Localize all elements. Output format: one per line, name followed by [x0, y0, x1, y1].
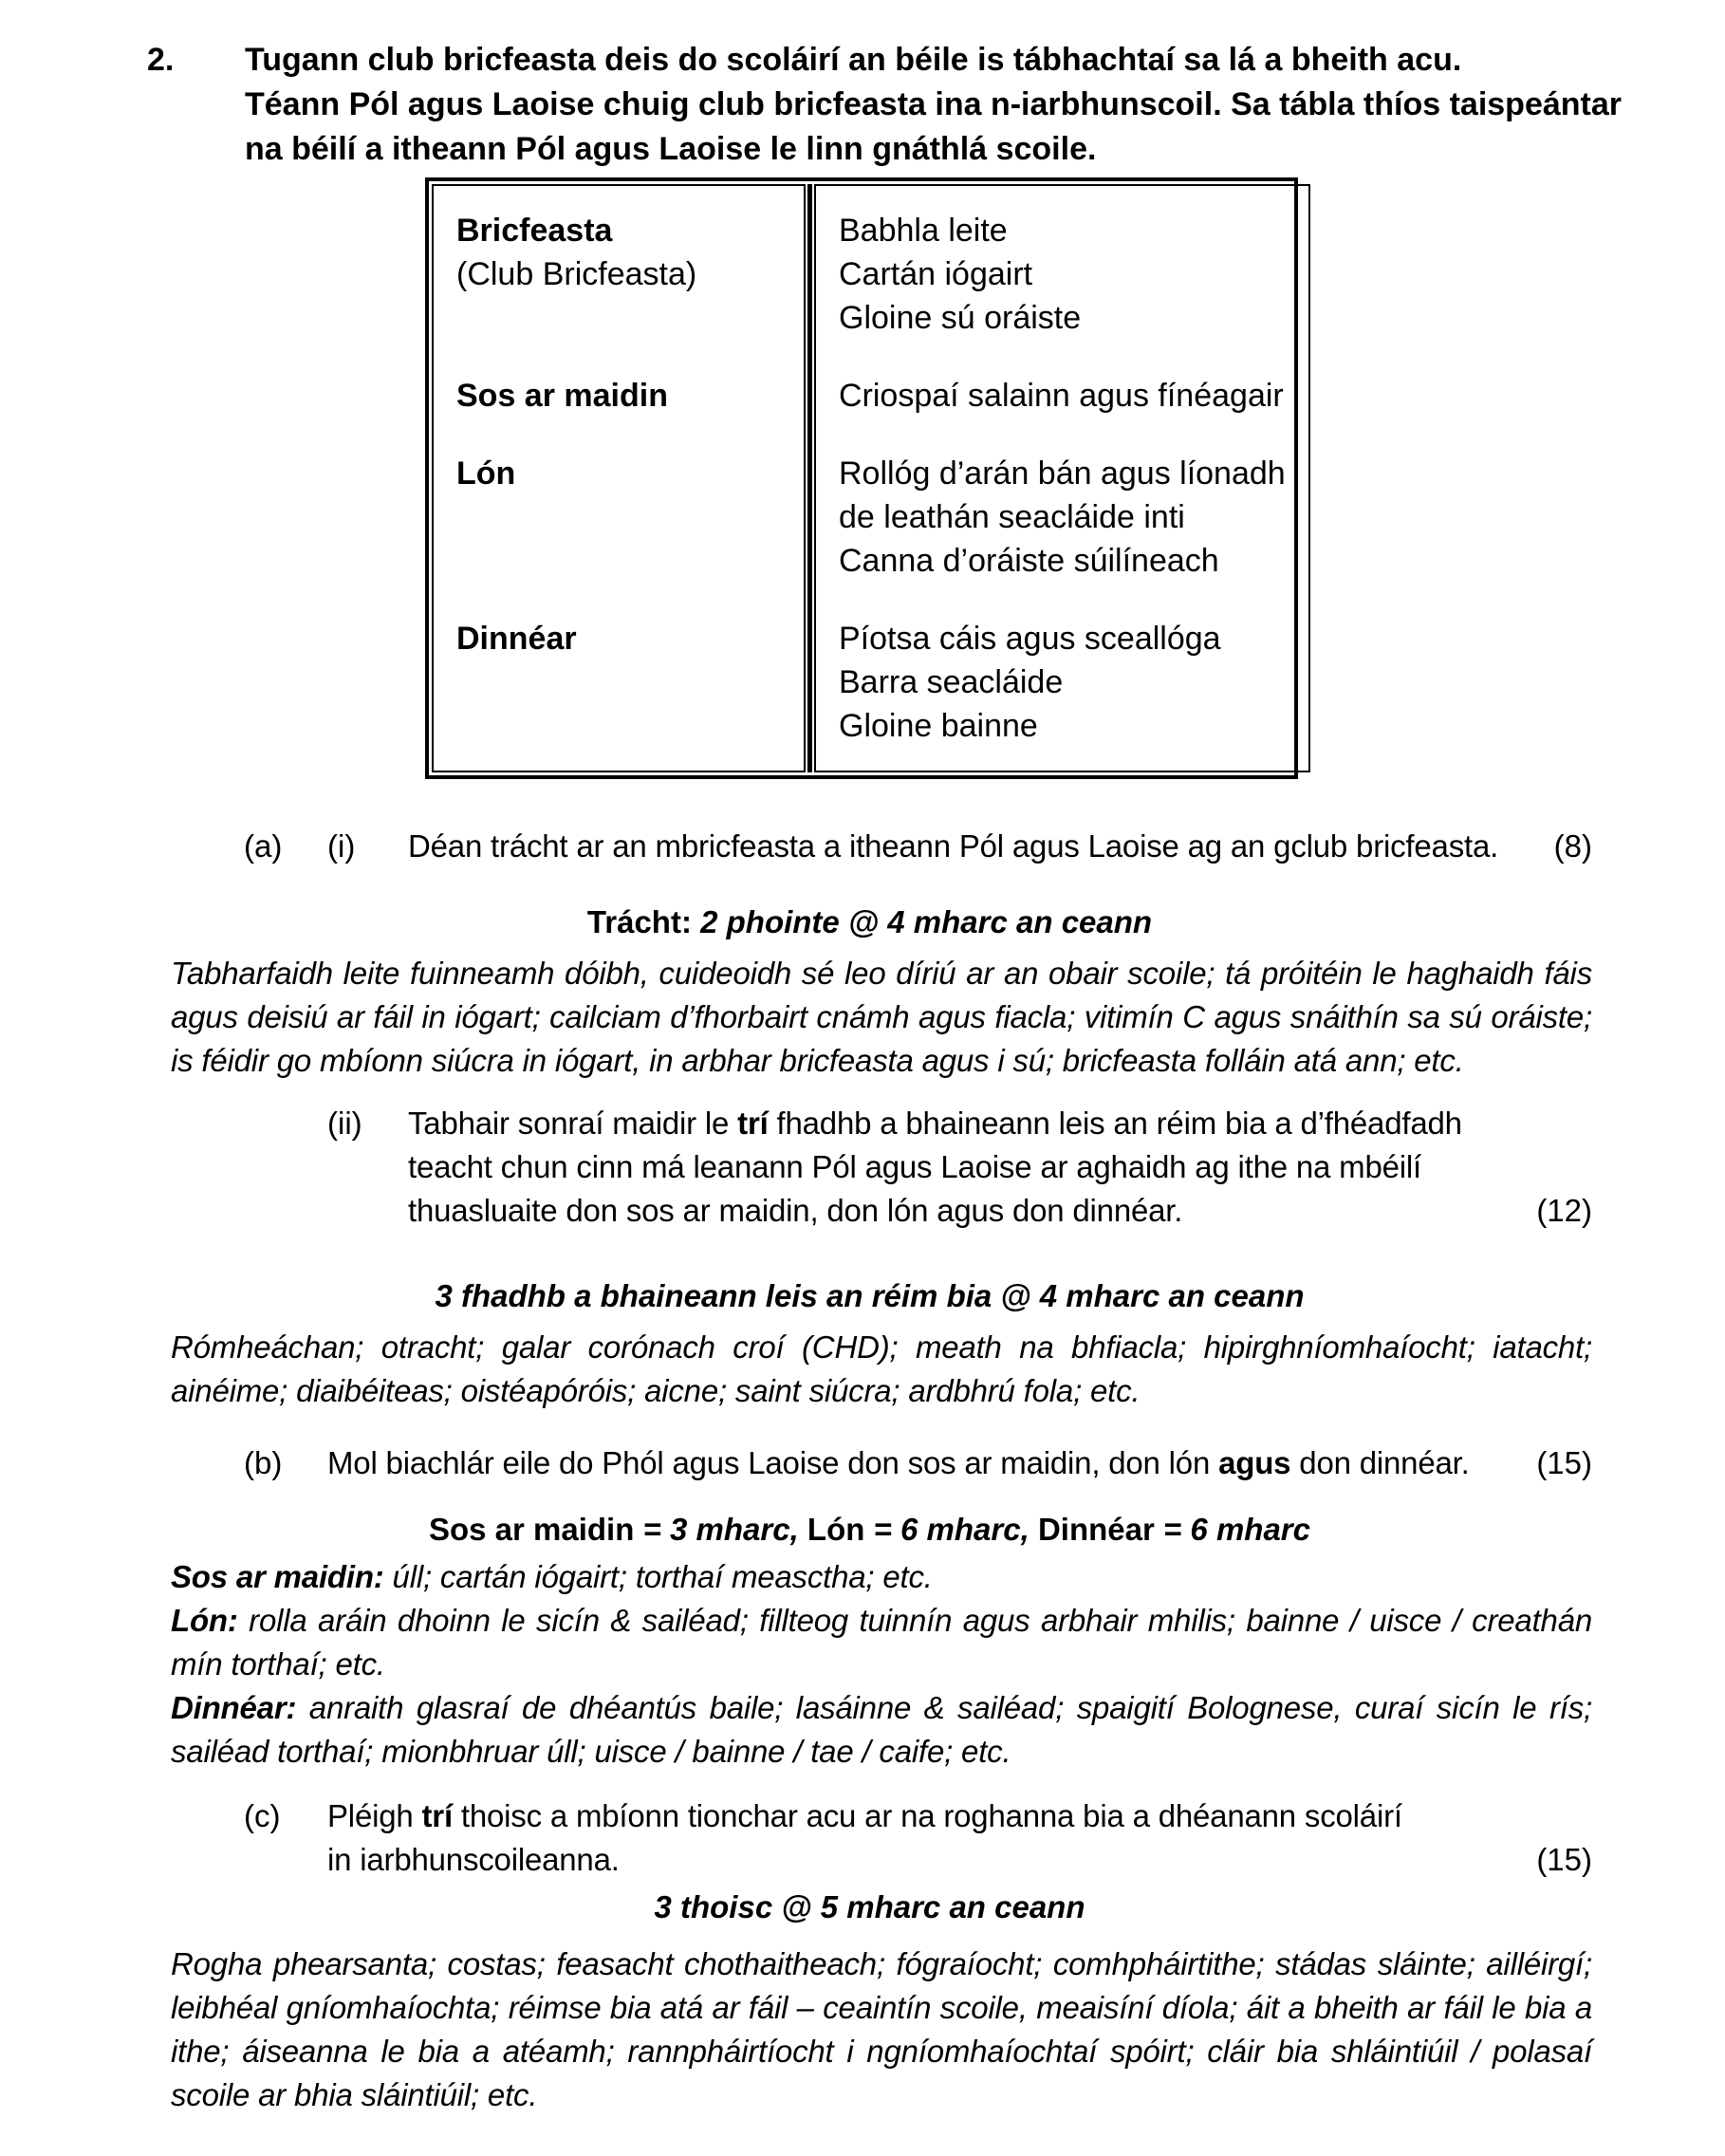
marking-heading-fadhb: 3 fhadhb a bhaineann leis an réim bia @ 4 mharc an ceann	[435, 1278, 1305, 1313]
answer-label: Dinnéar:	[171, 1690, 297, 1725]
intro-line: Tugann club bricfeasta deis do scoláirí an béile is tábhachtaí sa lá a bheith acu.	[245, 42, 1462, 78]
meal-time-label: Sos ar maidin	[456, 378, 668, 414]
meal-time-label: Dinnéar	[456, 621, 577, 657]
answer-c	[171, 1942, 1592, 2117]
question-text-segment: thoisc a mbíonn tionchar acu ar na roghanna bia a dhéanann scoláirí	[452, 1798, 1402, 1833]
answer-b	[171, 1555, 1592, 1774]
part-label-a: (a)	[244, 828, 283, 864]
answer-b-dinner	[171, 1686, 1592, 1774]
answer-label: Sos ar maidin:	[171, 1559, 384, 1594]
breakfast-foods	[839, 209, 1286, 340]
food-item: Rollóg d’arán bán agus líonadh	[839, 455, 1286, 492]
question-line	[327, 1794, 1402, 1838]
part-label-c: (c)	[244, 1798, 281, 1833]
question-line: in iarbhunscoileanna.	[327, 1842, 620, 1877]
dinner-foods	[839, 617, 1286, 748]
question-text-bold: trí	[737, 1106, 769, 1141]
heading-segment: Dinnéar	[1037, 1512, 1163, 1547]
question-c	[147, 1794, 1592, 1882]
table-column-divider	[807, 184, 812, 772]
question-intro-text	[245, 38, 1622, 172]
question-text-segment: Tabhair sonraí maidir le	[408, 1106, 738, 1141]
question-b	[147, 1441, 1592, 1485]
intro-line: na béilí a itheann Pól agus Laoise le linn gnáthlá scoile.	[245, 131, 1097, 167]
meal-time-dinner	[456, 617, 781, 748]
meal-times-column	[432, 184, 806, 772]
morning-break-foods	[839, 374, 1286, 418]
question-text-segment: fhadhb a bhaineann leis an réim bia a d’fhéadfadh teacht chun cinn má leanann Pól agus Laoise ar aghaidh ag ithe na mbéilí thuasluaite don sos ar maidin, don lón agus don dinnéar.	[408, 1106, 1462, 1228]
question-text-segment: Mol biachlár eile do Phól agus Laoise don sos ar maidin, don lón	[327, 1445, 1219, 1480]
question-text-bold: agus	[1218, 1445, 1291, 1480]
marking-heading-b	[147, 1508, 1592, 1552]
question-a-i	[147, 825, 1592, 868]
part-label-b: (b)	[244, 1445, 283, 1480]
answer-text: Tabharfaidh leite fuinneamh dóibh, cuideoidh sé leo díriú ar an obair scoile; tá próitéin le haghaidh fáis agus deisiú ar fáil in iógart; cailciam d’fhorbairt cnámh agus fiacla; vitimín C agus snáithín sa sú oráiste; is féidir go mbíonn siúcra in iógart, in arbhar bricfeasta agus i sú; bricfeasta folláin atá ann; etc.	[171, 956, 1592, 1078]
question-text-segment: Pléigh	[327, 1798, 422, 1833]
question-text-segment: don dinnéar.	[1290, 1445, 1470, 1480]
question-text	[327, 1441, 1470, 1485]
food-item: Cartán iógairt	[839, 256, 1033, 292]
answer-b-lunch	[171, 1599, 1592, 1686]
question-text-bold: trí	[421, 1798, 453, 1833]
meal-time-morning-break	[456, 374, 781, 418]
part-label-i: (i)	[327, 828, 356, 864]
foods-column	[814, 184, 1310, 772]
answer-text: Rogha phearsanta; costas; feasacht chothaitheach; fógraíocht; comhpháirtithe; stádas sláinte; ailléirgí; leibhéal gníomhaíochta; réimse bia atá ar fáil – ceaintín scoile, meaisíní díola; áit a bheith ar fáil le bia a ithe; áiseanna le bia a atéamh; rannpháirtíocht i ngníomhaíochtaí spóirt; cláir bia shláintiúil / polasaí scoile ar bhia sláintiúil; etc.	[171, 1946, 1592, 2112]
marks-a-ii: (12)	[1536, 1193, 1592, 1228]
marks-b: (15)	[1536, 1445, 1592, 1480]
heading-segment: Lón	[807, 1512, 874, 1547]
food-item: Barra seacláide	[839, 664, 1064, 700]
meal-time-sublabel: (Club Bricfeasta)	[456, 256, 697, 292]
answer-text: Rómheáchan; otracht; galar corónach croí (CHD); meath na bhfiacla; hipirghníomhaíocht; iatacht; ainéime; diaibéiteas; oistéapóróis; aicne; saint siúcra; ardbhrú fola; etc.	[171, 1329, 1592, 1408]
marking-heading-lead: Trácht:	[586, 904, 701, 939]
heading-segment-italic: = 3 mharc,	[642, 1512, 807, 1547]
answer-a-i	[171, 952, 1592, 1083]
food-item: Gloine bainne	[839, 708, 1038, 744]
food-item: Píotsa cáis agus sceallóga	[839, 621, 1221, 657]
question-text	[327, 1794, 1402, 1882]
food-item: Canna d’oráiste súilíneach	[839, 543, 1219, 579]
heading-segment-italic: = 6 mharc,	[873, 1512, 1038, 1547]
question-text: Déan trácht ar an mbricfeasta a itheann Pól agus Laoise ag an gclub bricfeasta.	[408, 828, 1499, 864]
heading-segment: Sos ar maidin	[428, 1512, 643, 1547]
meal-time-label: Lón	[456, 455, 516, 492]
marks-a-i: (8)	[1553, 828, 1592, 864]
meal-table	[425, 177, 1298, 779]
meal-time-lunch	[456, 452, 781, 583]
question-a-ii	[147, 1102, 1592, 1233]
marking-heading-tracht	[147, 901, 1592, 944]
food-item: de leathán seacláide inti	[839, 499, 1185, 535]
answer-text: úll; cartán iógairt; torthaí measctha; etc.	[383, 1559, 933, 1594]
answer-label: Lón:	[171, 1603, 238, 1638]
heading-segment-italic: = 6 mharc	[1162, 1512, 1310, 1547]
food-item: Criospaí salainn agus fínéagair	[839, 378, 1284, 414]
answer-a-ii	[171, 1326, 1592, 1413]
marking-heading-detail: 2 phointe @ 4 mharc an ceann	[700, 904, 1153, 939]
lunch-foods	[839, 452, 1286, 583]
answer-b-morning	[171, 1555, 1592, 1599]
question-text	[408, 1102, 1528, 1233]
part-label-ii: (ii)	[327, 1106, 362, 1141]
marking-heading-c: 3 thoisc @ 5 mharc an ceann	[654, 1889, 1085, 1924]
intro-line: Téann Pól agus Laoise chuig club bricfeasta ina n-iarbhunscoil. Sa tábla thíos taispeántar	[245, 86, 1622, 122]
food-item: Gloine sú oráiste	[839, 300, 1082, 336]
answer-text: anraith glasraí de dhéantús baile; lasáinne & sailéad; spaigití Bolognese, curaí sicín le rís; sailéad torthaí; mionbhruar úll; uisce / bainne / tae / caife; etc.	[171, 1690, 1592, 1769]
marks-c: (15)	[1536, 1842, 1592, 1877]
answer-text: rolla aráin dhoinn le sicín & sailéad; fillteog tuinnín agus arbhair mhilis; bainne / uisce / creathán mín torthaí; etc.	[171, 1603, 1592, 1682]
food-item: Babhla leite	[839, 213, 1008, 249]
meal-time-label: Bricfeasta	[456, 213, 613, 249]
meal-time-breakfast	[456, 209, 781, 340]
question-number: 2.	[147, 42, 175, 78]
question-intro	[147, 38, 1622, 172]
